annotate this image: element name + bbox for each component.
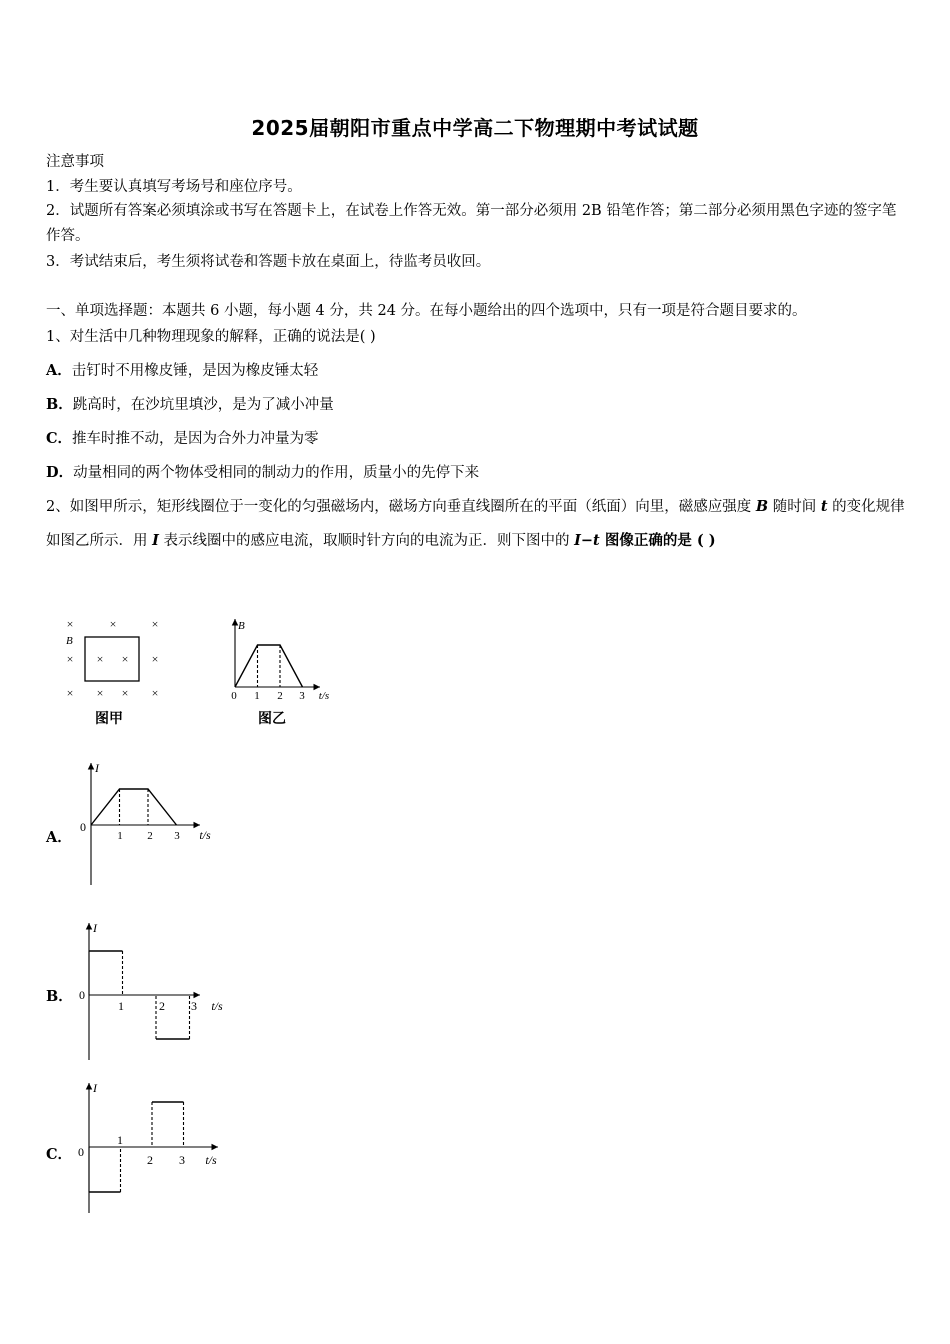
x-label: t/s — [318, 690, 330, 702]
q2-option-b-label: B． — [46, 988, 73, 1005]
stem-text: 随时间 — [768, 499, 821, 515]
tick-label: 0 — [231, 690, 237, 702]
y-label: B — [238, 620, 245, 632]
field-cross: × — [121, 686, 129, 700]
tick-label: 1 — [254, 690, 260, 702]
field-cross: × — [109, 617, 117, 631]
origin-label: 0 — [79, 988, 85, 1002]
y-label: I — [95, 761, 99, 775]
origin-label: 0 — [78, 1145, 84, 1159]
x-label: t/s — [205, 1153, 217, 1167]
tick-label: 1 — [117, 1133, 123, 1147]
q1-option-a — [46, 361, 318, 381]
notice-item-1: 1．考生要认真填写考场号和座位序号。 — [46, 179, 302, 195]
data-line — [235, 645, 303, 687]
tick-label: 3 — [174, 830, 180, 842]
tick-label: 3 — [191, 999, 197, 1013]
question-1-stem: 1、对生活中几种物理现象的解释，正确的说法是( ) — [46, 329, 376, 345]
q2-option-a-label: A． — [46, 829, 72, 846]
b-label: B — [66, 635, 73, 647]
tick-label: 3 — [299, 690, 305, 702]
notice-heading: 注意事项 — [46, 154, 104, 170]
q2-option-c-label: C． — [46, 1146, 73, 1163]
tick-label: 2 — [277, 690, 283, 702]
field-cross: × — [96, 652, 104, 666]
option-text: 跳高时，在沙坑里填沙，是为了减小冲量 — [72, 397, 334, 413]
q1-option-b — [46, 395, 334, 415]
tick-label: 2 — [159, 999, 165, 1013]
q1-option-c — [46, 429, 319, 449]
caption-jia: 图甲 — [95, 712, 123, 727]
option-a-graph — [70, 755, 230, 890]
field-cross: × — [121, 652, 129, 666]
option-label: B． — [46, 396, 73, 413]
stem-symbol-i: I — [152, 532, 159, 549]
coil-rect — [85, 637, 139, 681]
stem-text: 表示线圈中的感应电流，取顺时针方向的电流为正．则下图中的 — [158, 533, 575, 549]
origin-label: 0 — [80, 820, 86, 834]
question-2-stem — [46, 490, 908, 558]
page-title: 2025届朝阳市重点中学高二下物理期中考试试题 — [251, 116, 699, 140]
field-cross: × — [151, 686, 159, 700]
data-line — [91, 789, 177, 825]
stem-symbol-b: B — [755, 498, 769, 515]
stem-symbol-t: t — [820, 498, 828, 515]
option-c-graph — [70, 1075, 230, 1215]
q1-option-d — [46, 463, 479, 483]
option-text: 推车时推不动，是因为合外力冲量为零 — [72, 431, 319, 447]
field-cross: × — [66, 617, 74, 631]
notice-item-3: 3．考试结束后，考生须将试卷和答题卡放在桌面上，待监考员收回。 — [46, 254, 491, 270]
x-label: t/s — [211, 999, 223, 1013]
tick-label: 3 — [179, 1153, 185, 1167]
tick-label: 2 — [147, 1153, 153, 1167]
stem-symbol-it: I−t — [574, 532, 600, 549]
figure-jia — [58, 615, 168, 730]
field-cross: × — [151, 617, 159, 631]
option-text: 动量相同的两个物体受相同的制动力的作用，质量小的先停下来 — [73, 465, 480, 481]
option-label: C． — [46, 430, 73, 447]
y-label: I — [93, 1081, 97, 1095]
tick-label: 1 — [117, 830, 123, 842]
figure-yi — [222, 615, 342, 730]
option-label: A． — [46, 362, 72, 379]
tick-label: 2 — [147, 830, 153, 842]
field-cross: × — [96, 686, 104, 700]
tick-label: 1 — [118, 999, 124, 1013]
option-b-graph — [70, 915, 230, 1065]
stem-text: 2、如图甲所示，矩形线圈位于一变化的匀强磁场内，磁场方向垂直线圈所在的平面（纸面）向里，磁感应强度 — [46, 499, 756, 515]
y-label: I — [93, 921, 97, 935]
x-label: t/s — [199, 828, 211, 842]
option-text: 击钉时不用橡皮锤，是因为橡皮锤太轻 — [71, 363, 319, 379]
caption-yi: 图乙 — [258, 712, 286, 727]
section-heading: 一、单项选择题：本题共 6 小题，每小题 4 分，共 24 分。在每小题给出的四个选项中，只有一项是符合题目要求的。 — [46, 303, 807, 319]
field-cross: × — [66, 686, 74, 700]
notice-item-2: 2．试题所有答案必须填涂或书写在答题卡上，在试卷上作答无效。第一部分必须用 2B 铅笔作答；第二部分必须用黑色字迹的签字笔作答。 — [46, 203, 897, 244]
stem-text: 图像正确的是 ( ) — [599, 532, 716, 549]
field-cross: × — [151, 652, 159, 666]
option-label: D． — [46, 464, 74, 481]
stem-text: 的变化规律如图乙所示．用 — [46, 499, 905, 549]
field-cross: × — [66, 652, 74, 666]
